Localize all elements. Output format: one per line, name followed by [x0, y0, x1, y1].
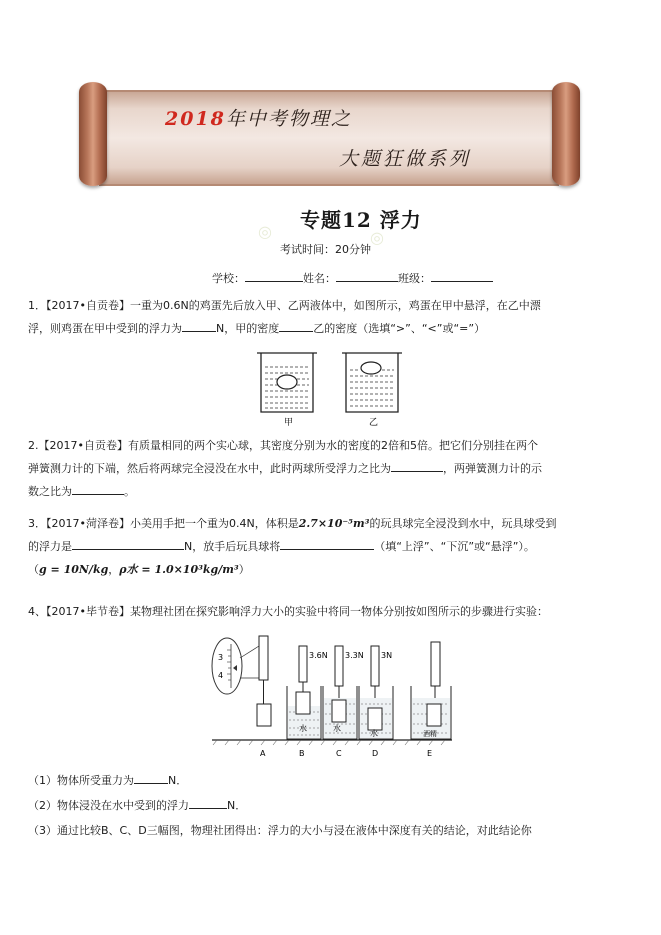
liquid-b: 水 [299, 724, 307, 733]
q2-text-d: 。 [124, 485, 135, 498]
watermark-logo-left: ◎ [258, 222, 272, 241]
q1-text-b: N，甲的密度 [216, 322, 280, 335]
q2-line-1: 2.【2017•自贡卷】有质量相同的两个实心球，其密度分别为水的密度的2倍和5倍。把它们分别挂在两个 [28, 439, 538, 452]
banner-year: 2018 [165, 108, 226, 130]
q4-sub-2 [28, 793, 632, 818]
setup-a [257, 636, 271, 726]
watermark-logo-right: ◎ [370, 228, 384, 247]
q4-sub2-text: （2）物体浸没在水中受到的浮力 [28, 799, 189, 812]
setup-c [323, 646, 364, 739]
q3-line-1 [28, 512, 632, 535]
scale-num-3: 3 [218, 653, 224, 662]
q4-blank-1[interactable] [134, 772, 168, 784]
q3-g-constant: g = 10N/kg [39, 563, 109, 576]
q1-line-2 [28, 317, 632, 340]
q3-text-d: N，放手后玩具球将 [184, 540, 281, 553]
liquid-c: 水 [333, 724, 341, 733]
q3-text-e: （填“上浮”、“下沉”或“悬浮”）。 [374, 540, 535, 553]
ground-hatch [213, 740, 445, 745]
egg-in-yi [361, 362, 381, 374]
q3-blank-2[interactable] [280, 538, 374, 550]
banner-line-1-text: 年中考物理之 [225, 108, 352, 130]
step-b: B [299, 749, 305, 758]
q4-experiment-figure [207, 628, 457, 763]
q4-blank-2[interactable] [189, 797, 227, 809]
q4-sub1-text: （1）物体所受重力为 [28, 774, 134, 787]
liquid-e: 酒精 [423, 730, 437, 738]
page-title: 专题12 浮力 [300, 208, 422, 232]
scroll-roll-left [79, 82, 107, 186]
q2-blank-1[interactable] [391, 460, 443, 472]
question-3 [28, 512, 632, 581]
question-2 [28, 434, 632, 503]
q2-blank-2[interactable] [72, 483, 124, 495]
name-field[interactable] [336, 270, 398, 282]
q2-text-c: 数之比为 [28, 485, 72, 498]
banner-line-1 [165, 104, 352, 131]
reading-c: 3.3N [345, 651, 364, 660]
q3-text-b: 的玩具球完全浸没到水中，玩具球受到 [369, 517, 557, 530]
q4-sub-1 [28, 768, 632, 793]
setup-b [287, 646, 328, 739]
scroll-roll-right [552, 82, 580, 186]
reading-d: 3N [381, 651, 393, 660]
banner-line-2: 大题狂做系列 [339, 148, 472, 170]
q1-text-c: 乙的密度（选填“>”、“<”或“=”） [313, 322, 486, 335]
q2-text-a: 弹簧测力计的下端，然后将两球完全浸没在水中，此时两球所受浮力之比为 [28, 462, 391, 475]
q1-line-1: 1．【2017•自贡卷】一重为0.6N的鸡蛋先后放入甲、乙两液体中，如图所示，鸡蛋在甲中悬浮，在乙中漂 [28, 299, 541, 312]
title-banner [79, 82, 580, 190]
label-jia: 甲 [284, 418, 294, 428]
question-1 [28, 294, 632, 340]
q3-text-a: 3．【2017•菏泽卷】小美用手把一个重为0.4N，体积是 [28, 517, 299, 530]
step-e: E [427, 749, 433, 758]
q4-sub1-unit: N． [168, 774, 188, 787]
student-info-line [212, 270, 493, 286]
q3-line-2 [28, 535, 632, 558]
q3-text-c: 的浮力是 [28, 540, 72, 553]
beaker-jia [257, 353, 317, 428]
setup-e [411, 642, 451, 739]
q3-rho-constant: ρ水 = 1.0×10³kg/m³ [119, 563, 239, 576]
q3-blank-1[interactable] [72, 538, 184, 550]
school-label: 学校： [212, 272, 245, 285]
class-field[interactable] [431, 270, 493, 282]
step-a: A [260, 749, 266, 758]
step-d: D [372, 749, 379, 758]
q4-line-1: 4、【2017•毕节卷】某物理社团在探究影响浮力大小的实验中将同一物体分别按如图所示的步骤进行实验： [28, 605, 548, 618]
q1-text-a: 浮，则鸡蛋在甲中受到的浮力为 [28, 322, 182, 335]
setup-d [359, 646, 393, 739]
q2-line-3 [28, 480, 632, 503]
school-field[interactable] [245, 270, 303, 282]
step-c: C [336, 749, 342, 758]
q2-text-b: ，两弹簧测力计的示 [443, 462, 542, 475]
egg-in-jia [277, 375, 297, 389]
reading-b: 3.6N [309, 651, 328, 660]
q3-volume-formula: 2.7×10⁻⁵m³ [298, 517, 370, 530]
name-label: 姓名： [303, 272, 336, 285]
label-yi: 乙 [369, 418, 379, 428]
beaker-yi [342, 353, 402, 428]
question-4 [28, 600, 632, 623]
q4-sub-3: （3）通过比较B、C、D三幅图，物理社团得出：浮力的大小与浸在液体中深度有关的结论，对此结论你 [28, 824, 532, 837]
q4-sub2-unit: N． [227, 799, 247, 812]
q1-beakers-figure [255, 350, 425, 430]
scale-num-4: 4 [218, 671, 224, 680]
q1-blank-2[interactable] [279, 320, 313, 332]
class-label: 班级： [398, 272, 431, 285]
scale-magnifier [212, 638, 259, 694]
q3-constants: （g = 10N/kg，ρ水 = 1.0×10³kg/m³） [28, 563, 250, 576]
liquid-d: 水 [370, 729, 378, 738]
question-4-subparts [28, 768, 632, 843]
q1-blank-1[interactable] [182, 320, 216, 332]
q2-line-2 [28, 457, 632, 480]
exam-time: 考试时间：20分钟 [280, 243, 371, 256]
